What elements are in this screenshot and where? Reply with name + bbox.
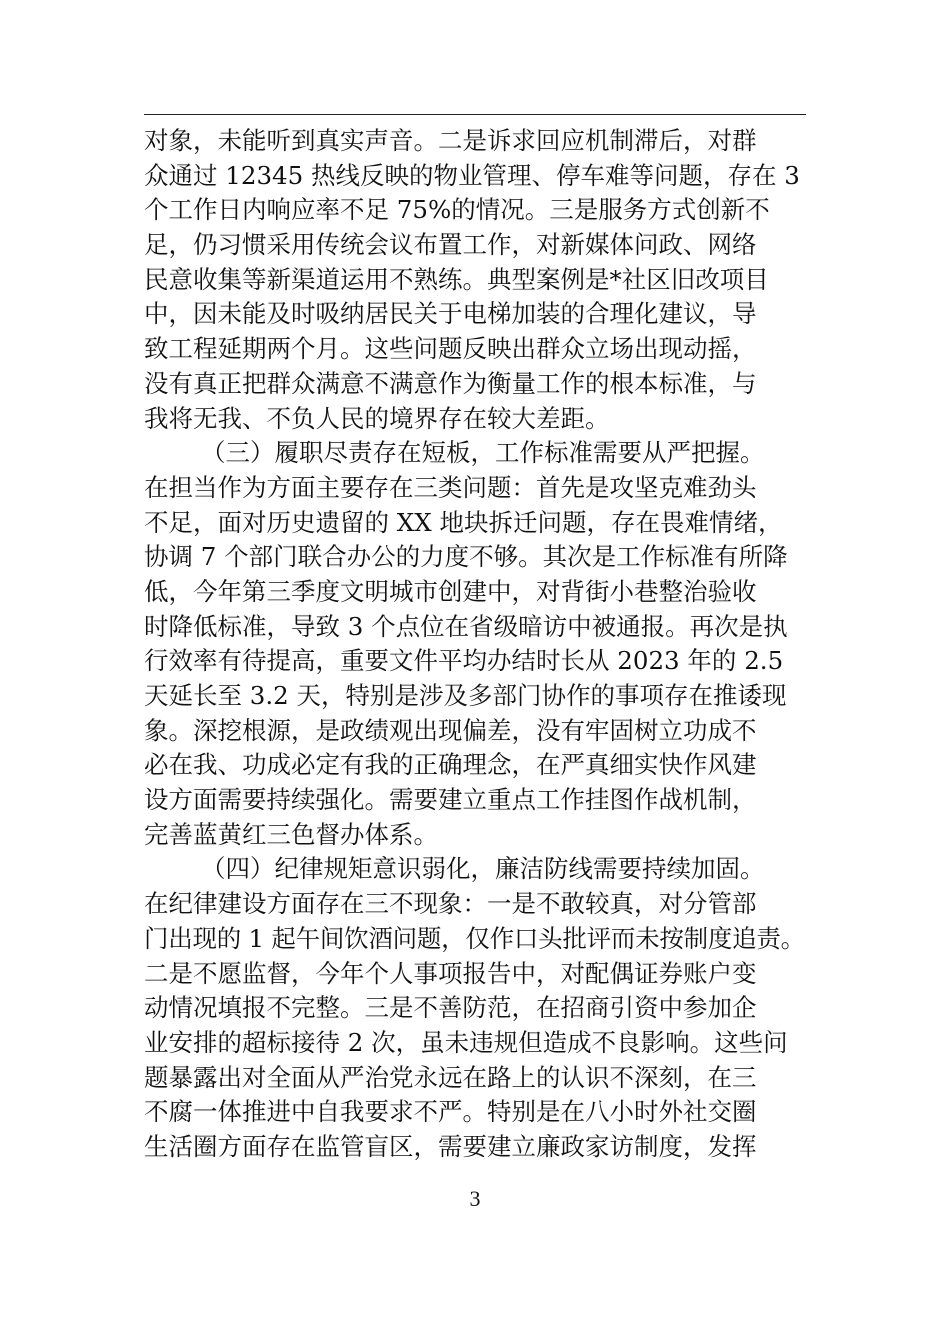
text-line: 题暴露出对全面从严治党永远在路上的认识不深刻，在三 [144, 1062, 757, 1092]
text-line: 生活圈方面存在监管盲区，需要建立廉政家访制度，发挥 [144, 1131, 757, 1161]
paragraph-3 [144, 852, 806, 1164]
document-body [144, 124, 806, 1165]
text-line: 对象，未能听到真实声音。二是诉求回应机制滞后，对群 [144, 126, 757, 155]
section-heading: （三）履职尽责存在短板，工作标准需要从严把握。 [201, 438, 765, 468]
text-line: 必在我、功成必定有我的正确理念，在严真细实快作风建 [144, 750, 757, 780]
text-line: 民意收集等新渠道运用不熟练。典型案例是*社区旧改项目 [144, 264, 769, 294]
text-line: 低，今年第三季度文明城市创建中，对背街小巷整治验收 [144, 576, 757, 606]
text-line: 我将无我、不负人民的境界存在较大差距。 [144, 403, 610, 433]
text-line: 致工程延期两个月。这些问题反映出群众立场出现动摇， [144, 334, 757, 364]
text-line: 二是不愿监督，今年个人事项报告中，对配偶证券账户变 [144, 958, 757, 988]
text-line: 不腐一体推进中自我要求不严。特别是在八小时外社交圈 [144, 1097, 757, 1127]
text-line: 不足，面对历史遗留的 XX 地块拆迁问题，存在畏难情绪， [144, 507, 783, 537]
text-line: 完善蓝黄红三色督办体系。 [144, 819, 438, 849]
paragraph-2 [144, 436, 806, 852]
text-line: 设方面需要持续强化。需要建立重点工作挂图作战机制， [144, 785, 757, 815]
header-rule [144, 114, 806, 115]
text-line: 在纪律建设方面存在三不现象：一是不敢较真，对分管部 [144, 889, 757, 919]
paragraph-1 [144, 124, 806, 436]
section-heading: （四）纪律规矩意识弱化，廉洁防线需要持续加固。 [201, 854, 765, 884]
text-line: 没有真正把群众满意不满意作为衡量工作的根本标准，与 [144, 368, 757, 398]
text-line: 象。深挖根源，是政绩观出现偏差，没有牢固树立功成不 [144, 715, 757, 745]
text-line: 在担当作为方面主要存在三类问题：首先是攻坚克难劲头 [144, 472, 757, 502]
text-line: 门出现的 1 起午间饮酒问题，仅作口头批评而未按制度追责。 [144, 923, 805, 953]
text-line: 行效率有待提高，重要文件平均办结时长从 2023 年的 2.5 [144, 646, 784, 676]
text-line: 众通过 12345 热线反映的物业管理、停车难等问题，存在 3 [144, 160, 800, 190]
text-line: 足，仍习惯采用传统会议布置工作，对新媒体问政、网络 [144, 230, 757, 260]
text-line: 业安排的超标接待 2 次，虽未违规但造成不良影响。这些问 [144, 1027, 788, 1057]
text-line: 时降低标准，导致 3 个点位在省级暗访中被通报。再次是执 [144, 611, 788, 641]
text-line: 动情况填报不完整。三是不善防范，在招商引资中参加企 [144, 993, 757, 1023]
text-line: 协调 7 个部门联合办公的力度不够。其次是工作标准有所降 [144, 542, 788, 572]
text-line: 中，因未能及时吸纳居民关于电梯加装的合理化建议，导 [144, 299, 757, 329]
page-number: 3 [469, 1186, 481, 1211]
text-line: 天延长至 3.2 天，特别是涉及多部门协作的事项存在推诿现 [144, 681, 787, 710]
text-line: 个工作日内响应率不足 75%的情况。三是服务方式创新不 [144, 195, 770, 225]
